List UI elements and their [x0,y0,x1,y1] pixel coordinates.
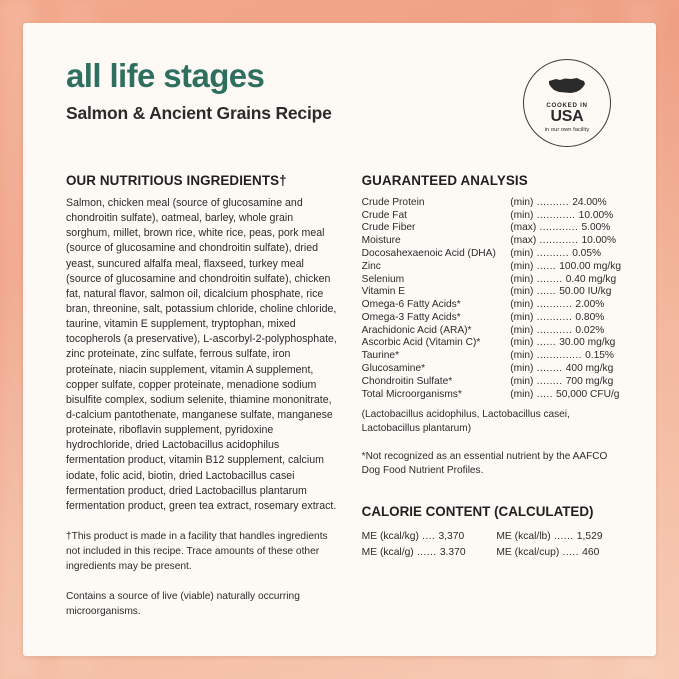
analysis-qualifier: (min) [510,248,534,260]
analysis-value [510,349,621,362]
analysis-value [510,234,621,247]
analysis-amount: 50,000 CFU/g [556,388,620,400]
analysis-amount: 0.05% [572,248,602,260]
analysis-amount: 0.40 mg/kg [565,273,617,285]
analysis-nutrient-name: Vitamin E [361,286,406,298]
analysis-value [510,388,621,401]
analysis-amount: 10.00% [581,235,617,247]
analysis-nutrient-name: Docosahexaenoic Acid (DHA) [361,248,496,260]
guaranteed-analysis-table [362,196,621,401]
analysis-value [510,285,621,298]
analysis-dots: ........ [533,273,566,285]
analysis-nutrient-name: Crude Fat [361,209,407,221]
analysis-row [362,196,621,209]
calorie-left-column [362,528,487,560]
analysis-row [362,349,621,362]
analysis-amount: 24.00% [572,196,607,208]
analysis-value [510,298,621,311]
calorie-dots: ...... [413,546,440,558]
analysis-row [362,209,621,222]
ingredients-heading: OUR NUTRITIOUS INGREDIENTS† [66,173,287,188]
analysis-value [510,362,621,375]
analysis-qualifier: (min) [510,375,534,387]
analysis-amount: 2.00% [575,299,605,311]
analysis-qualifier: (min) [510,388,534,400]
organisms-note: (Lactobacillus acidophilus, Lactobacillus casei, Lactobacillus plantarum) [361,408,570,434]
analysis-nutrient-name: Glucosamine* [361,363,426,375]
analysis-row [362,273,621,286]
calorie-value: 1,529 [576,530,603,542]
label-card [23,23,656,656]
analysis-qualifier: (min) [510,311,534,323]
analysis-nutrient-name: Crude Fiber [361,222,416,234]
analysis-nutrient-name: Zinc [361,260,381,272]
analysis-nutrient-name: Crude Protein [361,196,425,208]
analysis-value [510,260,621,273]
ingredients-column [66,173,340,620]
analysis-amount: 0.15% [585,350,614,362]
usa-map-icon [547,75,587,101]
aafco-note: *Not recognized as an essential nutrient by the AAFCO Dog Food Nutrient Profiles. [361,450,608,476]
calorie-value: 3.370 [439,546,466,558]
ingredients-footnote: †This product is made in a facility that handles ingredients not included in this recipe. Trace amounts of these other ingredients may be present. [66,530,328,572]
calorie-value: 460 [582,546,600,558]
calorie-label: ME (kcal/kg) [361,530,419,542]
guaranteed-analysis-heading: GUARANTEED ANALYSIS [361,173,528,188]
analysis-dots: ............ [533,209,579,221]
analysis-qualifier: (min) [510,273,534,285]
analysis-dots: .......... [533,196,573,208]
calorie-label: ME (kcal/cup) [496,546,560,558]
analysis-nutrient-name: Omega-6 Fatty Acids* [361,299,461,311]
analysis-nutrient-name: Chondroitin Sulfate* [361,375,453,387]
calorie-content-heading: CALORIE CONTENT (CALCULATED) [361,504,594,519]
analysis-row [362,234,621,247]
analysis-qualifier: (min) [510,209,534,221]
analysis-amount: 0.02% [575,324,605,336]
analysis-amount: 0.80% [575,311,605,323]
calorie-row [362,528,487,544]
analysis-nutrient-name: Taurine* [361,350,400,362]
analysis-amount: 700 mg/kg [565,375,614,387]
calorie-right-column [496,528,621,560]
calorie-dots: ...... [550,530,577,542]
cooked-in-usa-seal [523,59,611,147]
analysis-row [362,260,621,273]
analysis-qualifier: (max) [510,222,537,234]
analysis-value [510,247,621,260]
analysis-amount: 50.00 IU/kg [559,286,612,298]
analysis-row [362,388,621,401]
analysis-value [510,324,621,337]
calorie-dots: ..... [559,546,583,558]
analysis-dots: ........ [533,363,566,375]
analysis-dots: .......... [533,248,573,260]
ingredients-body: Salmon, chicken meal (source of glucosamine and chondroitin sulfate), oatmeal, barley, whole grain sorghum, millet, brown rice, white rice, peas, pork meal (source of glucosamine and chondroitin sulfate), dried yeast, suncured alfalfa meal, flaxseed, turkey meal (source of glucosamine and chondroitin sulfate), chicken fat, natural flavor, salmon oil, dicalcium phosphate, rice bran, threonine, salt, potassium chloride, choline chloride, taurine, vitamin E supplement, tryptophan, mixed tocopherols (a preservative), L-ascorbyl-2-polyphosphate, zinc proteinate, zinc sulfate, ferrous sulfate, iron proteinate, niacin supplement, vitamin A supplement, copper sulfate, copper proteinate, menadione sodium bisulfite complex, sodium selenite, thiamine mononitrate, d-calcium pantothenate, manganese sulfate, manganese proteinate, riboflavin supplement, pyridoxine hydrochloride, dried Lactobacillus acidophilus fermentation product, vitamin B12 supplement, calcium iodate, folic acid, biotin, dried Lactobacillus casei fermentation product, dried Lactobacillus plantarum fermentation product, green tea extract, rosemary extract. [66,197,337,512]
analysis-dots: ...... [533,286,560,298]
calorie-label: ME (kcal/lb) [496,530,551,542]
analysis-column [362,173,621,620]
analysis-dots: ...... [533,337,560,349]
analysis-amount: 400 mg/kg [565,363,614,375]
analysis-row [362,337,621,350]
analysis-value [510,311,621,324]
calorie-dots: .... [418,530,439,542]
analysis-qualifier: (min) [510,324,534,336]
analysis-amount: 10.00% [578,209,614,221]
analysis-amount: 5.00% [581,222,611,234]
analysis-amount: 100.00 mg/kg [559,260,621,272]
analysis-value [510,273,621,286]
analysis-row [362,362,621,375]
analysis-dots: .............. [533,350,586,362]
analysis-dots: ........... [533,311,576,323]
analysis-qualifier: (min) [510,260,534,272]
analysis-amount: 30.00 mg/kg [559,337,616,349]
analysis-value [510,209,621,222]
analysis-qualifier: (min) [510,299,534,311]
analysis-nutrient-name: Ascorbic Acid (Vitamin C)* [361,337,481,349]
analysis-qualifier: (max) [510,235,537,247]
analysis-row [362,247,621,260]
analysis-nutrient-name: Selenium [361,273,405,285]
calorie-content-grid [362,528,621,560]
calorie-value: 3,370 [438,530,465,542]
seal-main-text: USA [550,108,584,126]
page-title: all life stages [66,57,265,94]
calorie-row [496,544,621,560]
analysis-value [510,337,621,350]
content-columns [66,173,621,620]
analysis-row [362,298,621,311]
calorie-row [496,528,621,544]
analysis-row [362,285,621,298]
analysis-value [510,196,621,209]
analysis-nutrient-name: Arachidonic Acid (ARA)* [361,324,472,336]
analysis-qualifier: (min) [510,350,534,362]
analysis-dots: ............ [536,235,582,247]
analysis-dots: ........... [533,324,576,336]
analysis-qualifier: (min) [510,196,534,208]
analysis-qualifier: (min) [510,286,534,298]
analysis-row [362,222,621,235]
analysis-row [362,324,621,337]
seal-top-text: COOKED IN [546,102,588,110]
analysis-nutrient-name: Moisture [361,235,401,247]
calorie-row [362,544,487,560]
calorie-label: ME (kcal/g) [361,546,414,558]
live-microorganisms-note: Contains a source of live (viable) naturally occurring microorganisms. [66,591,300,618]
seal-bottom-text: in our own facility [544,126,590,133]
analysis-qualifier: (min) [510,337,534,349]
analysis-nutrient-name: Omega-3 Fatty Acids* [361,311,461,323]
analysis-row [362,311,621,324]
analysis-dots: ..... [533,388,557,400]
analysis-row [362,375,621,388]
analysis-dots: ...... [533,260,560,272]
analysis-dots: ........ [533,375,566,387]
recipe-subtitle: Salmon & Ancient Grains Recipe [66,102,332,123]
analysis-nutrient-name: Total Microorganisms* [361,388,462,400]
analysis-dots: ............ [536,222,582,234]
analysis-value [510,375,621,388]
analysis-qualifier: (min) [510,363,534,375]
analysis-dots: ........... [533,299,576,311]
analysis-value [510,222,621,235]
